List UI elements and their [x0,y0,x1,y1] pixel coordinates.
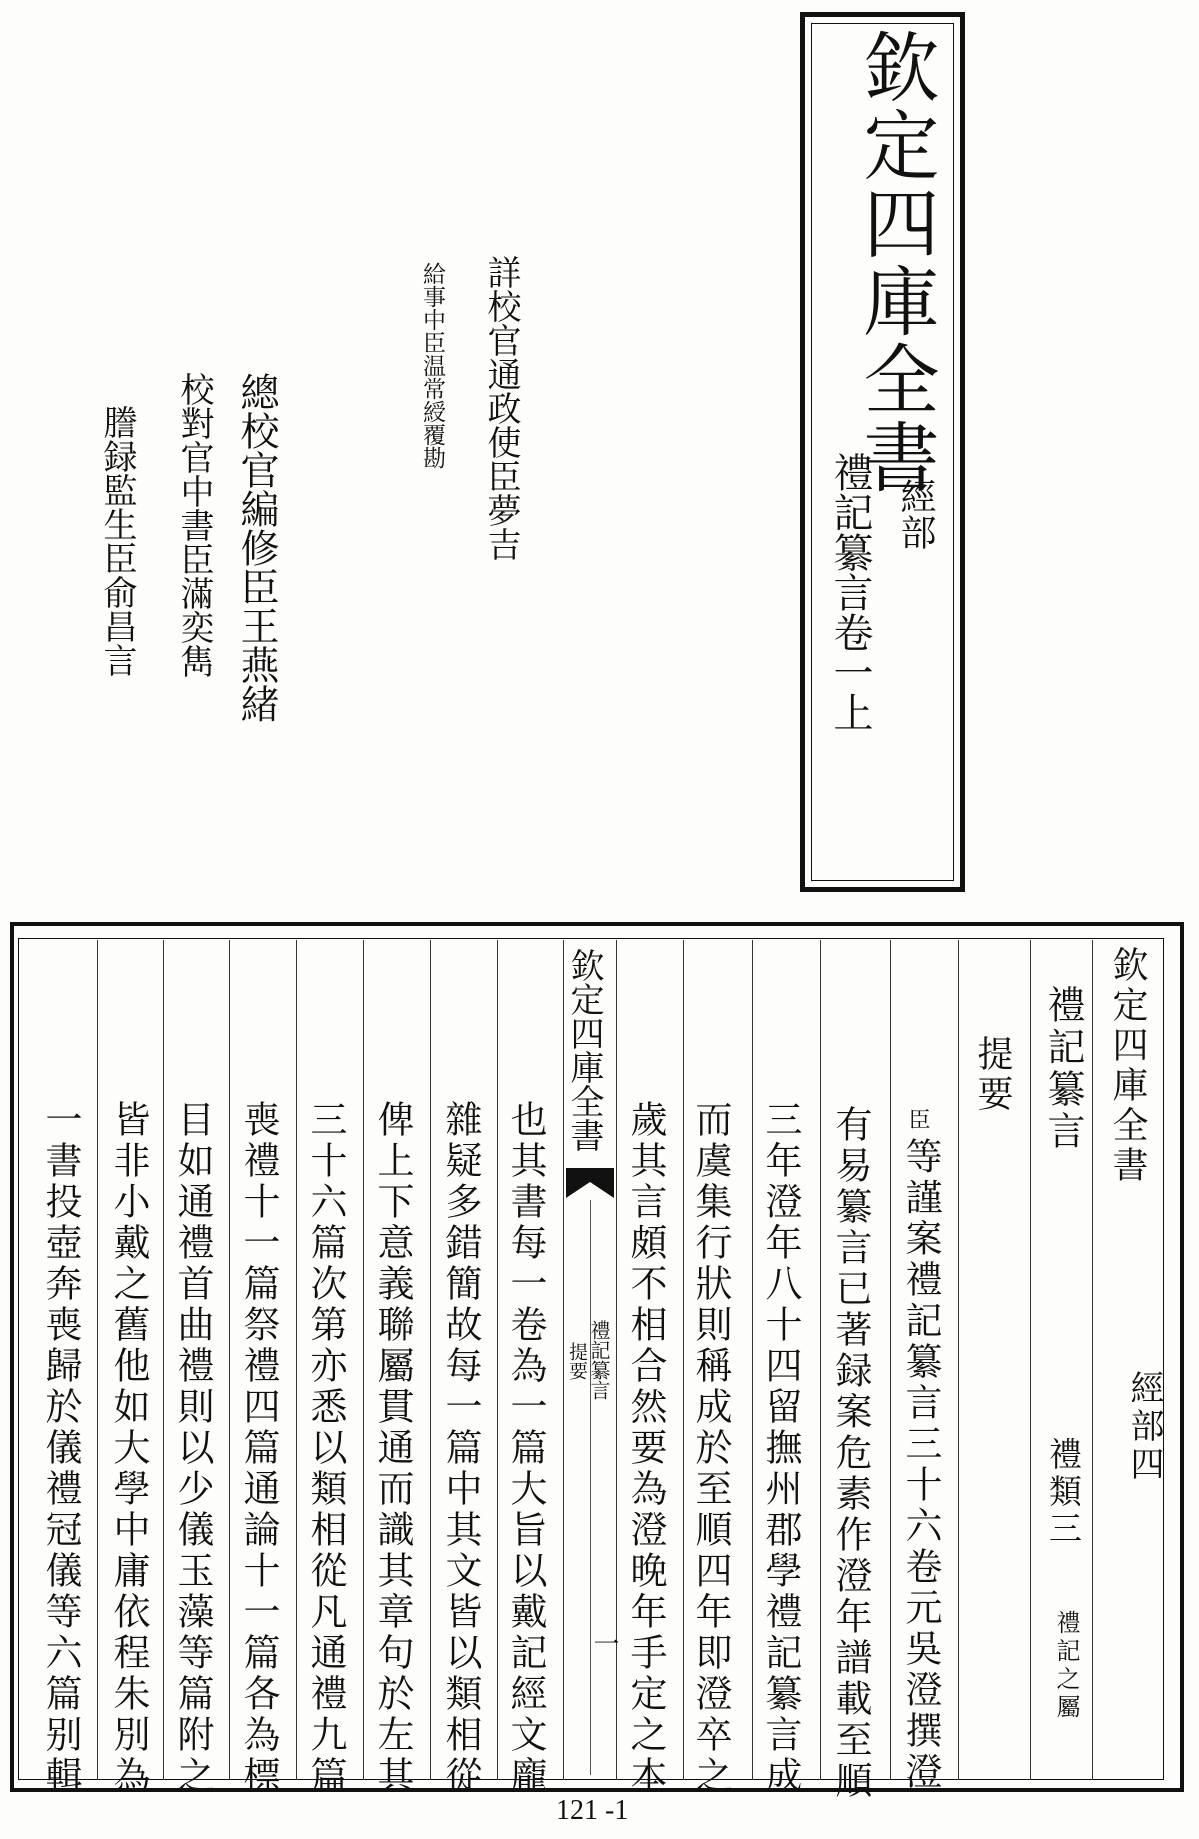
section-heading: 提要 [972,1035,1013,1115]
text-line: 等謹案禮記纂言三十六卷元吳澄撰澄 [899,1137,942,1793]
text-line: 三十六篇次第亦悉以類相從凡通禮九篇 [304,1100,347,1797]
page-book-title: 禮記纂言 [1041,985,1085,1153]
column-rule [820,940,821,1780]
page-class: 禮類三 [1044,1437,1083,1548]
fish-tail-icon [566,1168,614,1198]
credit-copyist: 謄録監生臣俞昌言 [97,405,137,677]
text-line: 皆非小戴之舊他如大學中庸依程朱別為 [107,1100,150,1797]
column-rule [958,940,959,1780]
volume-title: 禮記纂言卷一上 [827,452,873,732]
text-line: 有易纂言已著録案危素作澄年譜載至順 [829,1105,872,1802]
column-rule [1092,940,1093,1780]
text-line: 也其書每一卷為一篇大旨以戴記經文龐 [504,1100,547,1797]
page-number: 121 -1 [556,1795,629,1826]
text-line: 雜疑多錯簡故每一篇中其文皆以類相從 [439,1100,482,1797]
chen-marker: 臣 [905,1108,930,1130]
column-rule [296,940,297,1780]
column-rule [430,940,431,1780]
banxin-book-title: 禮記纂言 [587,1320,611,1400]
credit-collator: 校對官中書臣滿奕雋 [174,372,214,678]
text-line: 三年澄年八十四留撫州郡學禮記纂言成 [759,1100,802,1797]
collection-title: 欽定四庫全書 [851,28,940,496]
banxin-title: 欽定四庫全書 [564,948,604,1152]
column-rule [752,940,753,1780]
column-rule [229,940,230,1780]
column-rule [163,940,164,1780]
text-line: 一書投壺奔喪歸於儀禮冠儀等六篇别輯 [39,1100,82,1797]
text-line: 俾上下意義聯屬貫通而識其章句於左其 [371,1100,414,1797]
banxin-page-number: 一 [589,1630,619,1656]
text-line: 而虞集行狀則稱成於至順四年即澄卒之 [689,1100,732,1797]
column-rule [97,940,98,1780]
page-collection-title: 欽定四庫全書 [1107,946,1148,1186]
text-line: 歲其言頗不相合然要為澄晚年手定之本 [624,1100,667,1797]
text-line: 喪禮十一篇祭禮四篇通論十一篇各為標 [237,1100,280,1797]
column-rule [683,940,684,1780]
column-rule [363,940,364,1780]
page-category: 經部四 [1124,1370,1164,1484]
credit-proofreader: 詳校官通政使臣夢吉 [481,255,521,561]
page-class-note: 禮記之屬 [1052,1610,1080,1722]
column-rule [497,940,498,1780]
banxin-label: 提要 [566,1342,588,1380]
credit-reviewer: 給事中臣温常綬覆勘 [419,262,445,469]
column-rule [1030,940,1031,1780]
section-label: 經部 [895,478,936,550]
column-rule [890,940,891,1780]
banxin-rule [590,1200,591,1775]
credit-chief-editor: 總校官編修臣王燕緒 [234,372,279,723]
text-line: 目如通禮首曲禮則以少儀玉藻等篇附之 [171,1100,214,1797]
